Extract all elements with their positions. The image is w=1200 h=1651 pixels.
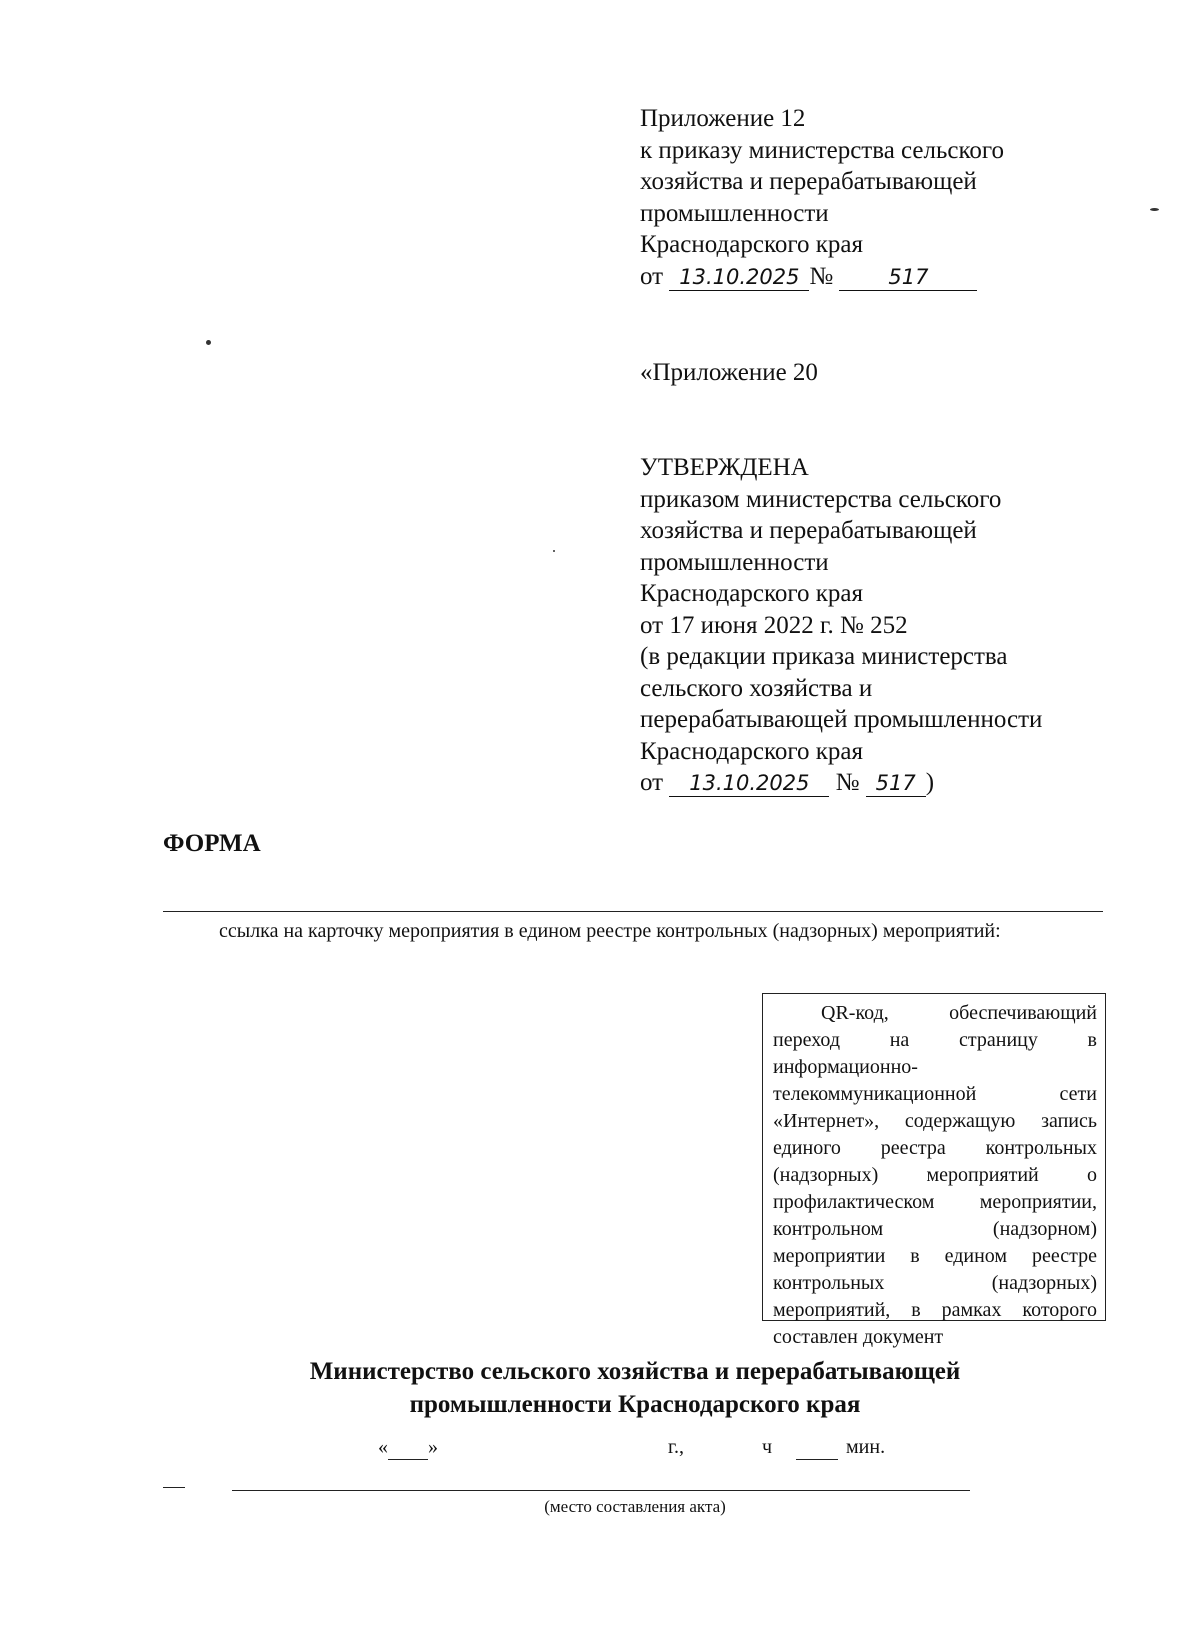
ministry-heading [200,1355,1070,1421]
handwritten-date: 13.10.2025 [669,770,829,797]
approved-line: хозяйства и перерабатывающей [640,517,977,544]
appendix-line: хозяйства и перерабатывающей [640,168,977,195]
approved-line: промышленности [640,548,829,576]
approved-line: от 17 июня 2022 г. № 252 [640,611,908,639]
handwritten-number: 517 [839,264,977,291]
from-label: от [640,769,664,796]
year-suffix: г., [668,1436,684,1458]
approved-heading: УТВЕРЖДЕНА [640,454,809,481]
place-caption: (место составления акта) [544,1497,726,1516]
appendix-line: к приказу министерства сельского [640,136,1005,164]
appendix-line: промышленности [640,199,829,227]
divider-line [163,911,1103,912]
open-quote: « [378,1436,388,1458]
appendix-date-row [640,261,1004,293]
place-line [232,1490,970,1491]
approved-line: Краснодарского края [640,580,863,607]
handwritten-number: 517 [866,770,926,797]
minutes-blank [796,1436,838,1460]
scan-speck [553,550,555,552]
place-short-dash [163,1487,185,1488]
approved-line: (в редакции приказа министерства [640,643,1008,670]
appendix-title: Приложение 12 [640,105,806,132]
scan-speck [1150,208,1159,211]
approved-line: сельского хозяйства и [640,674,873,702]
number-label: № [835,769,860,796]
minutes-suffix: мин. [846,1436,886,1458]
from-label: от [640,262,664,290]
day-blank [388,1436,428,1460]
close-quote: » [428,1436,438,1458]
inner-appendix-title: «Приложение 20 [640,359,818,386]
approved-line: Краснодарского края [640,737,863,765]
hours-suffix: ч [762,1436,773,1458]
form-label: ФОРМА [163,830,261,857]
ministry-line: Министерство сельского хозяйства и перерабатывающей [309,1358,961,1385]
scan-speck [206,340,211,345]
closing-paren: ) [925,769,935,796]
qr-box-text: QR-код, обеспечивающий переход на страницу в информационно-телекоммуникационной сети «Интернет», содержащую запись единого реестра контрольных (надзорных) мероприятий о профилактическом мероприятии, контрольном (надзорном) мероприятии в едином реестре контрольных (надзорных) мероприятий, в рамках которого составлен документ [773,1002,1097,1348]
registry-link-paragraph [163,918,1106,945]
approved-block [640,452,1042,799]
qr-code-placeholder-box [762,993,1106,1348]
datetime-row [378,1436,438,1460]
appendix-block [640,103,1004,292]
appendix-line: Краснодарского края [640,231,863,258]
handwritten-date: 13.10.2025 [669,264,809,291]
ministry-line: промышленности Краснодарского края [409,1391,861,1418]
number-label: № [809,262,834,290]
approved-date-row [640,767,1042,799]
inner-appendix-block [640,357,818,389]
approved-line: приказом министерства сельского [640,485,1002,513]
approved-line: перерабатывающей промышленности [640,706,1043,733]
registry-link-text: ссылка на карточку мероприятия в едином реестре контрольных (надзорных) мероприятий: [219,920,1001,942]
